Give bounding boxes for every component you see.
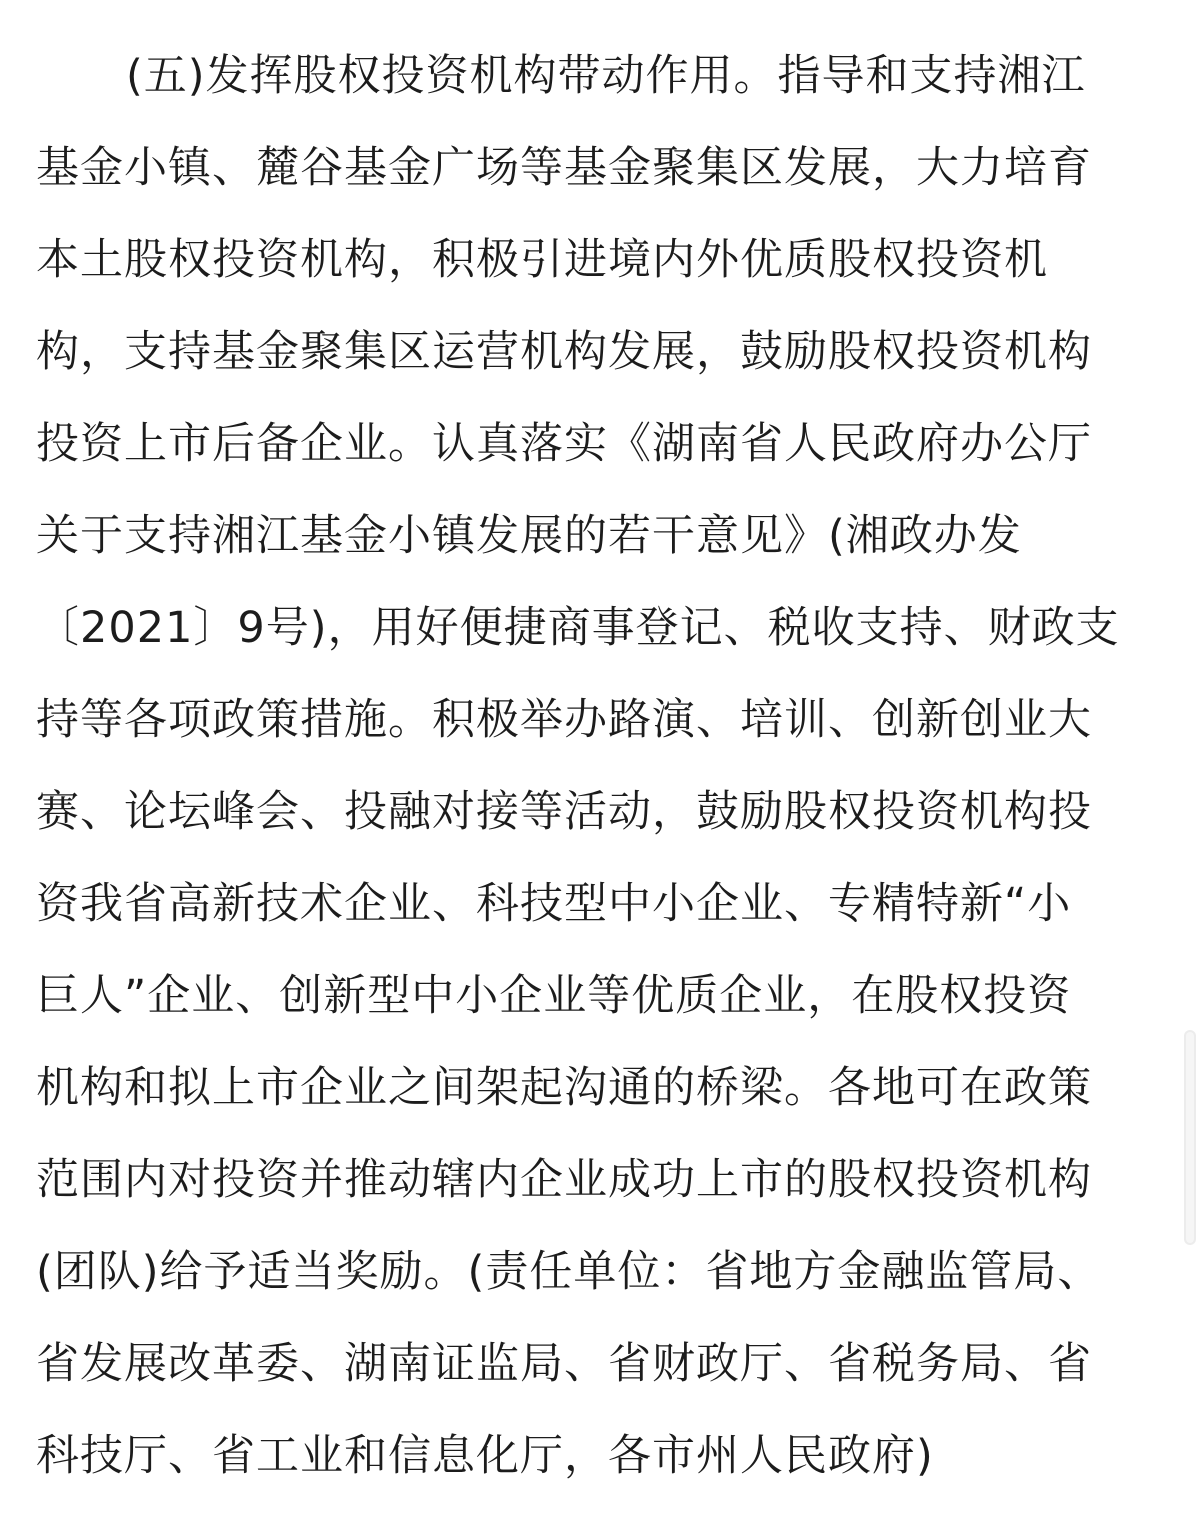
paragraph-line: 投资上市后备企业。认真落实《湖南省人民政府办公厅 xyxy=(36,419,1092,469)
paragraph-line: 巨人”企业、创新型中小企业等优质企业，在股权投资 xyxy=(36,971,1072,1021)
paragraph-line: 构，支持基金聚集区运营机构发展，鼓励股权投资机构 xyxy=(36,327,1092,377)
paragraph-line: 范围内对投资并推动辖内企业成功上市的股权投资机构 xyxy=(36,1155,1092,1205)
paragraph-line: 基金小镇、麓谷基金广场等基金聚集区发展，大力培育 xyxy=(36,143,1092,193)
scrollbar-thumb[interactable] xyxy=(1186,1032,1194,1243)
paragraph-line: 〔2021〕9号)，用好便捷商事登记、税收支持、财政支 xyxy=(36,603,1120,653)
paragraph-line: (团队)给予适当奖励。(责任单位：省地方金融监管局、 xyxy=(36,1247,1102,1297)
paragraph-line: 科技厅、省工业和信息化厅，各市州人民政府) xyxy=(36,1431,934,1481)
paragraph-line: 资我省高新技术企业、科技型中小企业、专精特新“小 xyxy=(36,879,1072,929)
paragraph-line: (五)发挥股权投资机构带动作用。指导和支持湘江 xyxy=(126,51,1086,101)
article-body xyxy=(36,40,1156,1512)
paragraph-line: 本土股权投资机构，积极引进境内外优质股权投资机 xyxy=(36,235,1048,285)
vertical-scrollbar[interactable] xyxy=(1184,1030,1196,1245)
paragraph-line: 持等各项政策措施。积极举办路演、培训、创新创业大 xyxy=(36,695,1092,745)
paragraph-line: 赛、论坛峰会、投融对接等活动，鼓励股权投资机构投 xyxy=(36,787,1092,837)
paragraph-line: 关于支持湘江基金小镇发展的若干意见》(湘政办发 xyxy=(36,511,1022,561)
paragraph-line: 机构和拟上市企业之间架起沟通的桥梁。各地可在政策 xyxy=(36,1063,1092,1113)
paragraph-line: 省发展改革委、湖南证监局、省财政厅、省税务局、省 xyxy=(36,1339,1092,1389)
